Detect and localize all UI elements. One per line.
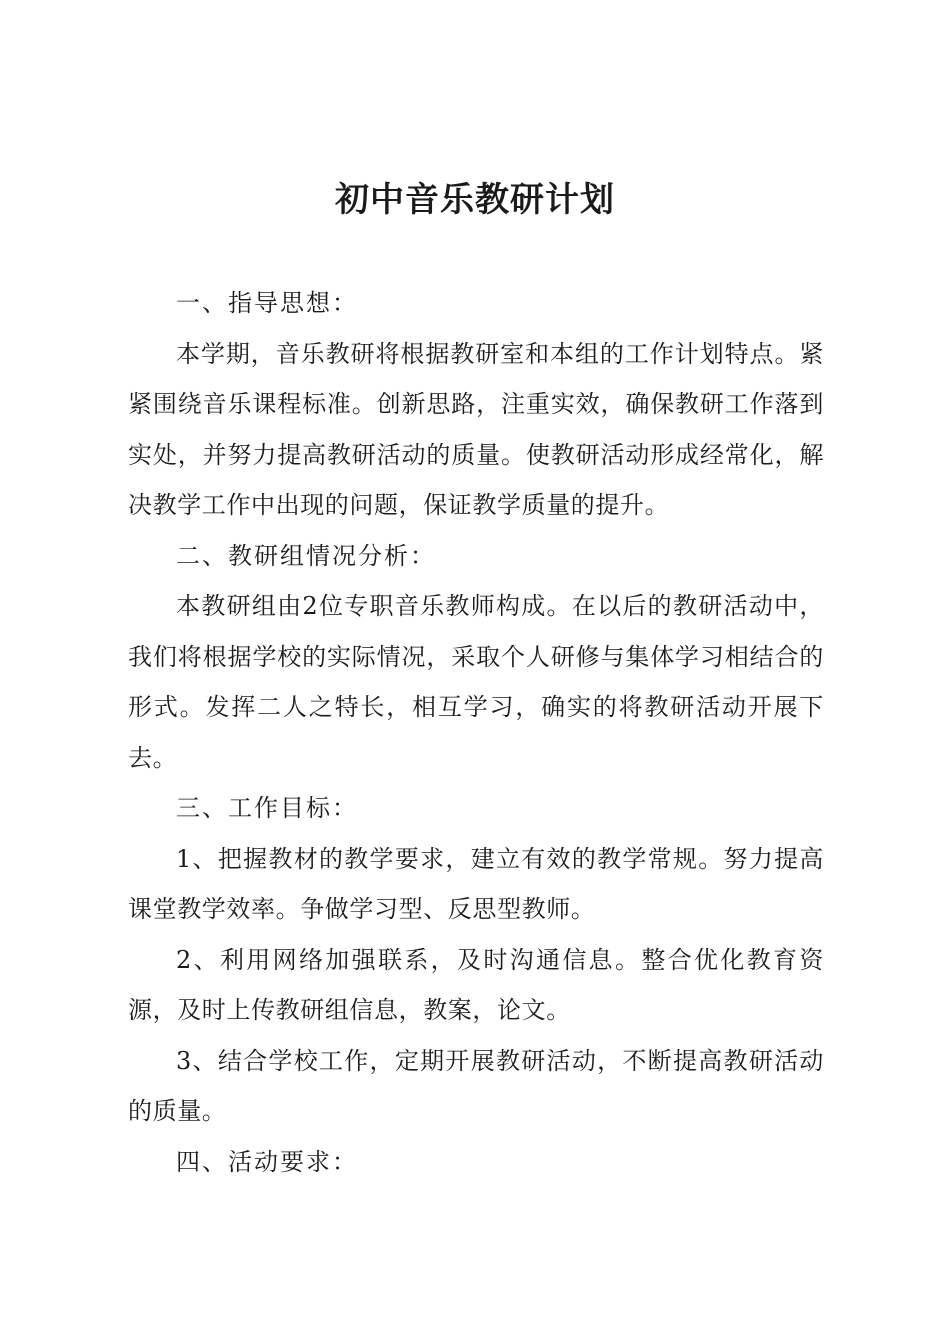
section-heading-guiding-thought: 一、指导思想： bbox=[176, 289, 358, 317]
list-item-goal-2: 2、利用网络加强联系，及时沟通信息。整合优化教育资源，及时上传教研组信息，教案，论文。 bbox=[128, 945, 824, 1024]
page-title: 初中音乐教研计划 bbox=[335, 180, 615, 220]
section-heading-activity-requirements: 四、活动要求： bbox=[176, 1147, 358, 1176]
list-item-goal-3: 3、结合学校工作，定期开展教研活动，不断提高教研活动的质量。 bbox=[128, 1046, 824, 1125]
list-item-goal-1: 1、把握教材的教学要求，建立有效的教学常规。努力提高课堂教学效率。争做学习型、反思型教师。 bbox=[128, 844, 824, 923]
document-body bbox=[128, 278, 824, 1187]
section-heading-work-goals: 三、工作目标： bbox=[176, 794, 358, 822]
section-heading-group-analysis: 二、教研组情况分析： bbox=[176, 541, 436, 570]
paragraph-group-analysis: 本教研组由2位专职音乐教师构成。在以后的教研活动中，我们将根据学校的实际情况，采取个人研修与集体学习相结合的形式。发挥二人之特长，相互学习，确实的将教研活动开展下去。 bbox=[128, 592, 824, 772]
paragraph-guiding-thought: 本学期，音乐教研将根据教研室和本组的工作计划特点。紧紧围绕音乐课程标准。创新思路，注重实效，确保教研工作落到实处，并努力提高教研活动的质量。使教研活动形成经常化，解决教学工作中出现的问题，保证教学质量的提升。 bbox=[128, 339, 824, 519]
